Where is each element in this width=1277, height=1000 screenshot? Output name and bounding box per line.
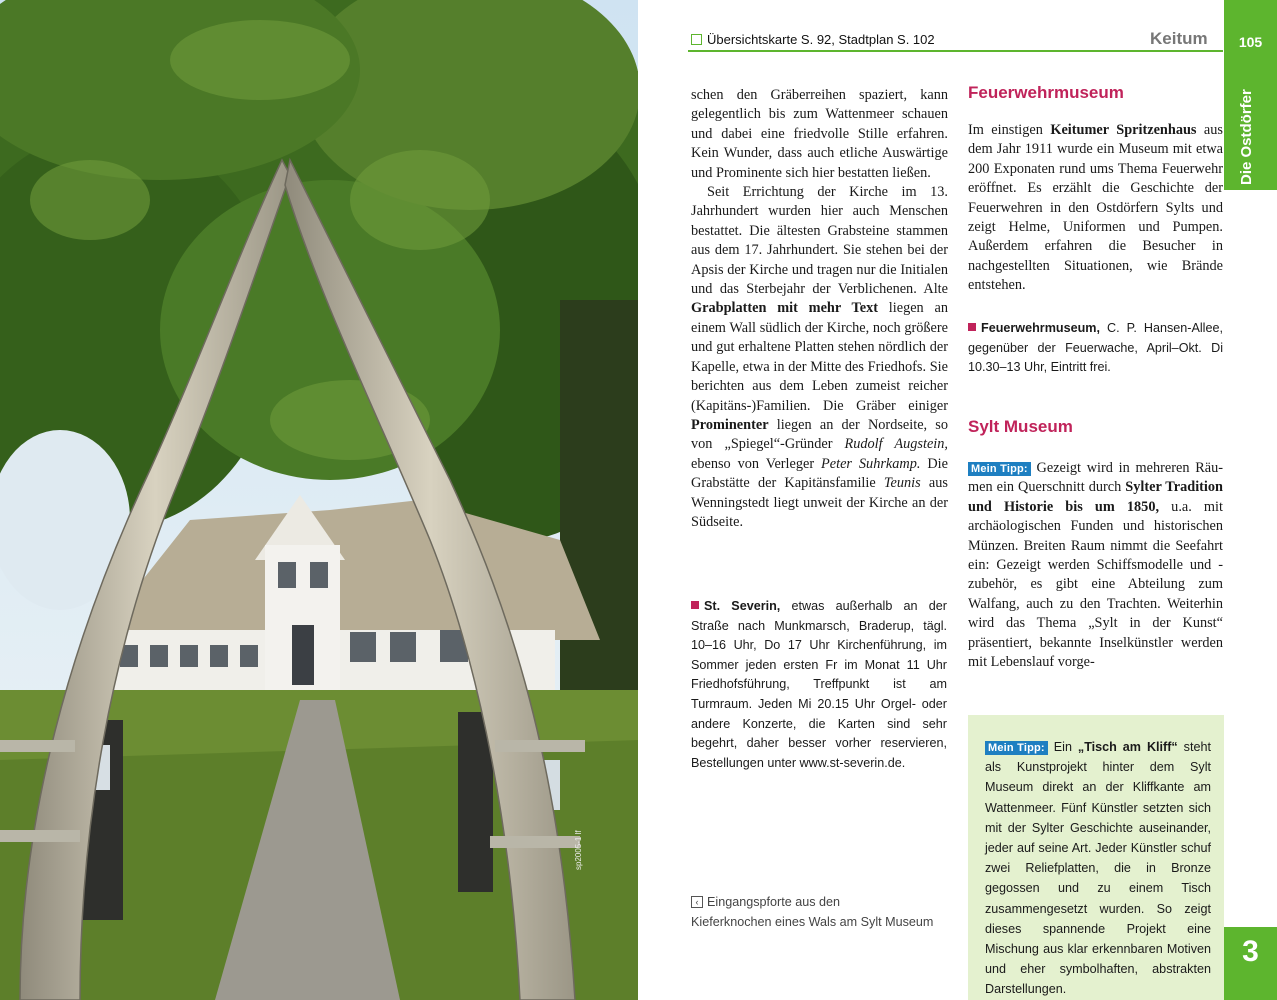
text-column-2: [968, 121, 1223, 296]
text-column-2-lower: [968, 459, 1223, 672]
chapter-tab: 3: [1224, 927, 1277, 1000]
paragraph: Mein Tipp: Gezeigt wird in mehreren Räumen ein Querschnitt durch Sylter Tradition und Historie bis um 1850, u.a. mit archäologischen Funden und historischen Münzen. Breiten Raum nimmt die Seefahrt ein: Gezeigt werden Schiffsmodelle und -zubehör, es gibt eine Abteilung zum Walfang, auch zu den Trachten. Weiterhin wird das Thema „Sylt in der Kunst“ präsentiert, bekannte Inselkünstler werden mit Lebenslauf vorge-: [968, 460, 1223, 671]
running-head: Keitum: [1150, 29, 1208, 48]
info-block-st-severin: St. Severin, etwas außerhalb an der Straße nach Munkmarsch, Braderup, tägl. 10–16 Uhr, Do 17 Uhr Kirchenführung, im Sommer jeden ersten Fr im Monat 11 Uhr Friedhofsführung, Treffpunkt ist am Turmraum. Jeden Mi 20.15 Uhr Orgel- oder andere Konzerte, die Karten sind sehr begehrt, daher besser vorher reservieren, Bestellungen unter www.st-severin.de.: [691, 599, 947, 770]
whale-bone-arch-photo: [0, 0, 638, 1000]
paragraph: Im einstigen Keitumer Spritzenhaus aus dem Jahr 1911 wurde ein Museum mit etwa 200 Exponaten rund ums Thema Feuerwehr eröffnet. Es erzählt die Geschichte der Feuerwehren in den Ostdörfern Sylts und zeigt Helme, Uniformen und Pumpen. Außerdem erfahren die Besucher in nachgestellten Situationen, wie Brände entstehen.: [968, 122, 1223, 294]
bullet-square-icon: [968, 323, 976, 331]
heading-feuerwehrmuseum: Feuerwehrmuseum: [968, 83, 1124, 102]
text-column-1: [691, 86, 948, 532]
page-number: 105: [1224, 0, 1277, 53]
cross-reference: [691, 32, 935, 47]
paragraph: Seit Errichtung der Kirche im 13. Jahrhundert wurden hier auch Menschen bestattet. Die ältesten Grabsteine stammen aus dem 17. Jahrhundert. Sie stehen bei der Apsis der Kirche und tragen nur die Initialen und das Sterbejahr der Verblichenen. Alte Grabplatten mit mehr Text liegen an einem Wall südlich der Kirche, noch größere und gut erhaltene Platten stehen nördlich der Kapelle, etwa in der Mitte des Friedhofs. Sie berichten aus dem Leben zumeist reicher (Kapitäns-)Familien. Die Gräber einiger Prominenter liegen an der Nordseite, so von „Spiegel“-Gründer Rudolf Augstein, ebenso von Verleger Peter Suhrkamp. Die Grabstätte der Kapitänsfamilie Teunis aus Wenningstedt liegt unweit der Kirche an der Südseite.: [691, 184, 949, 530]
side-label-text: Die Ostdörfer: [1238, 89, 1255, 185]
map-reference-icon: [691, 34, 702, 45]
heading-sylt-museum: Sylt Museum: [968, 417, 1073, 436]
photo-credit: sp2005-1 lf: [574, 830, 583, 870]
cross-reference-text: Übersichtskarte S. 92, Stadtplan S. 102: [707, 32, 935, 47]
tip-badge: Mein Tipp:: [968, 462, 1031, 476]
tip-badge: Mein Tipp:: [985, 741, 1048, 755]
arrow-left-icon: ‹: [691, 896, 703, 908]
paragraph: schen den Gräberreihen spaziert, kann gelegentlich bis zum Wattenmeer schauen und dabei eine friedvolle Stille erfahren. Kein Wunder, dass auch etliche Auswärtige und Prominente sich hier bestatten ließen.: [691, 87, 948, 181]
info-block-feuerwehrmuseum: Feuerwehrmuseum, C. P. Hansen-Allee, gegenüber der Feuerwache, April–Okt. Di 10.30–13 Uhr, Eintritt frei.: [968, 321, 1223, 375]
tip-box-text: Mein Tipp: Ein „Tisch am Kliff“ steht als Kunstprojekt hinter dem Sylt Museum direkt an der Kliffkante am Wattenmeer. Fünf Künstler setzten sich mit der Sylter Geschichte auseinander, jeder auf seine Art. Jeder Künstler schuf zwei Reliefplatten, die in Bronze gegossen und zu einem Tisch zusammengesetzt wurden. So zeigt dieses spannende Projekt eine Mischung aus klar erkennbaren Motiven und eher symbolhaften, abstrakten Darstellungen.: [985, 740, 1211, 997]
header-rule: [688, 50, 1223, 52]
bullet-square-icon: [691, 601, 699, 609]
photo-caption: ‹ Eingangspforte aus den Kieferknochen eines Wals am Sylt Museum: [691, 895, 934, 929]
